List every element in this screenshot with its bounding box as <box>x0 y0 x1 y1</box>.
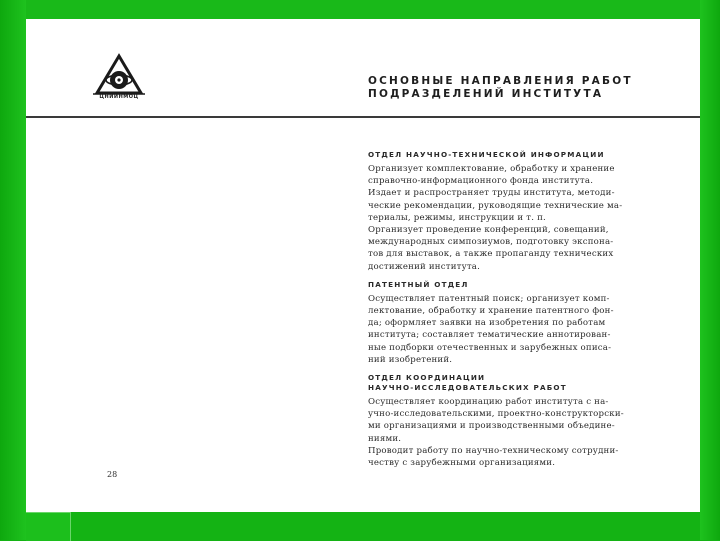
page-number: 28 <box>107 470 118 479</box>
section-title: ПАТЕНТНЫЙ ОТДЕЛ <box>368 279 469 289</box>
section-body <box>368 396 684 469</box>
body-line: справочно-информационного фонда института. <box>368 176 594 187</box>
body-line: ми организациями и производственными объедине- <box>368 421 615 432</box>
body-line: учно-исследовательскими, проектно-конструкторски- <box>368 409 624 420</box>
body-line: ные подборки отечественных и зарубежных описа- <box>368 342 612 353</box>
heading-line-1: ОСНОВНЫЕ НАПРАВЛЕНИЯ РАБОТ <box>368 75 633 87</box>
section-scientific-information <box>368 150 684 273</box>
body-line: Осуществляет патентный поиск; организует комп- <box>368 293 610 304</box>
body-line: достижений института. <box>368 261 481 272</box>
body-line: да; оформляет заявки на изобретения по работам <box>368 318 606 329</box>
heading-line-2: ПОДРАЗДЕЛЕНИЙ ИНСТИТУТА <box>368 88 604 100</box>
background-left-band <box>0 0 26 540</box>
body-line: честву с зарубежными организациями. <box>368 458 556 469</box>
document-page <box>26 19 700 512</box>
body-line: ниями. <box>368 433 402 444</box>
body-line: ческие рекомендации, руководящие технические ма- <box>368 200 623 211</box>
body-line: Издает и распространяет труды института, методи- <box>368 188 615 199</box>
body-line: международных симпозиумов, подготовку экспона- <box>368 237 614 248</box>
section-title: ОТДЕЛ НАУЧНО-ТЕХНИЧЕСКОЙ ИНФОРМАЦИИ <box>368 150 605 159</box>
section-title: НАУЧНО-ИССЛЕДОВАТЕЛЬСКИХ РАБОТ <box>368 383 567 393</box>
section-patent-department <box>368 280 684 366</box>
logo-caption: ЦНИИНМОЦ <box>99 94 139 100</box>
body-line: ний изобретений. <box>368 354 453 365</box>
background-right-band <box>700 0 720 540</box>
departments-content <box>368 150 684 469</box>
section-research-coordination <box>368 373 684 469</box>
body-line: Организует проведение конференций, совещаний, <box>368 225 609 236</box>
institute-logo-icon <box>90 53 148 113</box>
body-line: Осуществляет координацию работ института с на- <box>368 397 609 408</box>
body-line: лектование, обработку и хранение патентного фон- <box>368 306 614 317</box>
slide-corner-block <box>26 512 71 541</box>
page-heading <box>368 75 688 101</box>
section-body <box>368 293 684 366</box>
body-line: тов для выставок, а также пропаганду технических <box>368 249 614 260</box>
body-line: института; составляет тематические аннотирован- <box>368 330 611 341</box>
header-divider <box>26 116 700 118</box>
section-body <box>368 163 684 273</box>
section-title: ОТДЕЛ КООРДИНАЦИИ <box>368 373 486 383</box>
body-line: Проводит работу по научно-техническому сотрудни- <box>368 445 619 456</box>
body-line: териалы, режимы, инструкции и т. п. <box>368 212 546 223</box>
body-line: Организует комплектование, обработку и хранение <box>368 164 615 174</box>
background-top-band <box>0 0 720 19</box>
